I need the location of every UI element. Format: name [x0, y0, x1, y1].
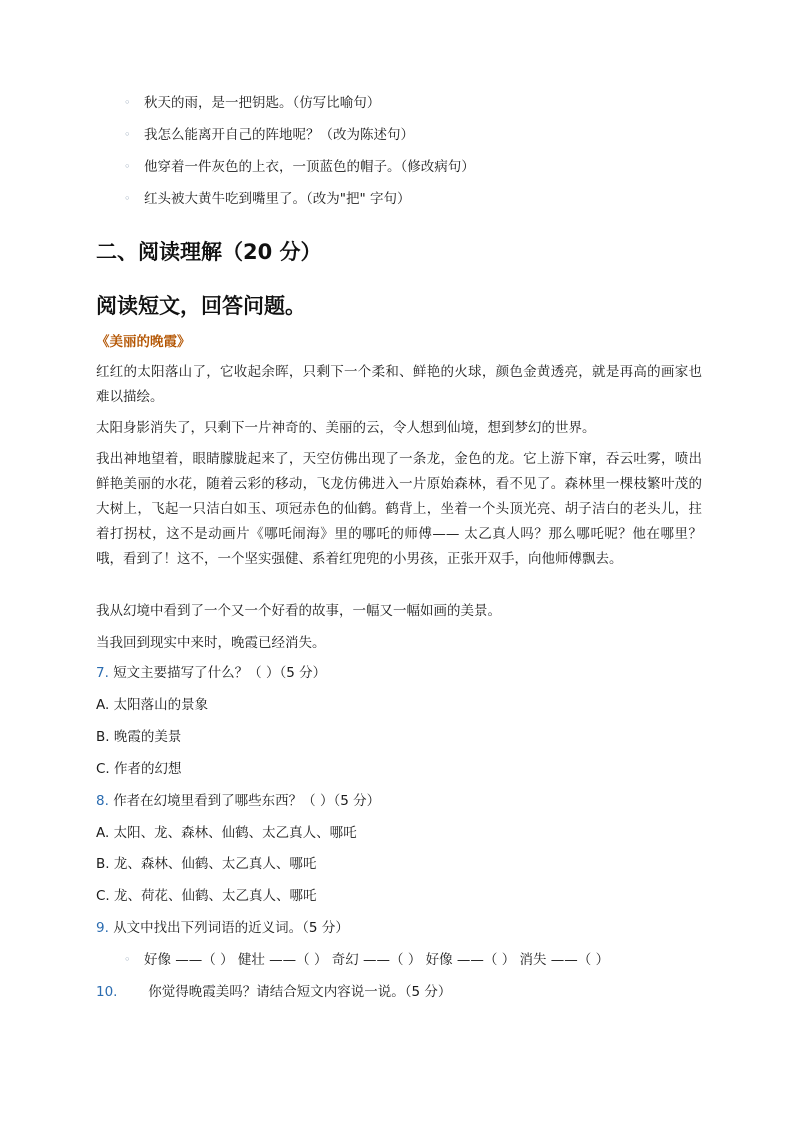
- paragraph: 当我回到现实中来时，晚霞已经消失。: [96, 635, 326, 651]
- option-b: B. 晚霞的美景: [96, 729, 182, 745]
- bullet-icon: ◦: [124, 128, 131, 141]
- question-9: [96, 917, 349, 939]
- bullet-icon: ◦: [124, 160, 131, 173]
- question-number: 8.: [96, 793, 109, 809]
- bullet-icon: ◦: [124, 96, 131, 109]
- bullet-icon: ◦: [124, 192, 131, 205]
- list-item: ◦ 红头被大黄牛吃到嘴里了。（改为"把" 字句）: [124, 188, 475, 220]
- story-title: 《美丽的晚霞》: [96, 334, 191, 350]
- option-a: A. 太阳落山的景象: [96, 697, 209, 713]
- paragraph: 我出神地望着，眼睛朦胧起来了，天空仿佛出现了一条龙，金色的龙。它上游下窜，吞云吐雾，喷出鲜艳美丽的水花，随着云彩的移动，飞龙仿佛进入一片原始森林，看不见了。森林里一棵枝繁叶茂的大树上，飞起一只洁白如玉、项冠赤色的仙鹤。鹤背上，坐着一个头顶光亮、胡子洁白的老头儿，拄着打拐杖，这不是动画片《哪吒闹海》里的哪吒的师傅—— 太乙真人吗？那么哪吒呢？他在哪里？哦，看到了！这不，一个坚实强健、系着红兜兜的小男孩，正张开双手，向他师傅飘去。: [96, 451, 702, 567]
- list-item: ◦ 秋天的雨，是一把钥匙。（仿写比喻句）: [124, 92, 475, 124]
- question-text: 你觉得晚霞美吗？请结合短文内容说一说。（5 分）: [148, 984, 452, 1000]
- paragraph: 太阳身影消失了，只剩下一片神奇的、美丽的云，令人想到仙境，想到梦幻的世界。: [96, 420, 596, 436]
- option-c: C. 龙、荷花、仙鹤、太乙真人、哪吒: [96, 888, 317, 904]
- question-text: 从文中找出下列词语的近义词。（5 分）: [113, 920, 349, 936]
- list-item: ◦ 我怎么能离开自己的阵地呢？（改为陈述句）: [124, 124, 475, 156]
- synonym-prompts: 好像 ——（ ） 健壮 ——（ ） 奇幻 ——（ ） 好像 ——（ ） 消失 ——（ ）: [144, 952, 610, 968]
- option-c: C. 作者的幻想: [96, 761, 182, 777]
- question-number: 10.: [96, 984, 118, 1000]
- exercise-list: [124, 92, 475, 220]
- option-b: B. 龙、森林、仙鹤、太乙真人、哪吒: [96, 856, 317, 872]
- paragraph: 红红的太阳落山了，它收起余晖，只剩下一个柔和、鲜艳的火球，颜色金黄透亮，就是再高的画家也难以描绘。: [96, 364, 702, 405]
- list-item: ◦ 他穿着一件灰色的上衣，一顶蓝色的帽子。（修改病句）: [124, 156, 475, 188]
- synonym-list-item: [124, 949, 609, 971]
- question-number: 9.: [96, 920, 109, 936]
- sub-heading: 阅读短文，回答问题。: [96, 294, 306, 318]
- question-8: [96, 790, 380, 812]
- question-text: 短文主要描写了什么？（ ）（5 分）: [113, 665, 327, 681]
- question-7: [96, 662, 326, 684]
- bullet-icon: ◦: [124, 953, 131, 966]
- paragraph: 我从幻境中看到了一个又一个好看的故事，一幅又一幅如画的美景。: [96, 603, 501, 619]
- option-a: A. 太阳、龙、森林、仙鹤、太乙真人、哪吒: [96, 825, 357, 841]
- question-10: [96, 981, 451, 1003]
- question-number: 7.: [96, 665, 109, 681]
- section-heading: 二、阅读理解（20 分）: [96, 240, 322, 264]
- question-text: 作者在幻境里看到了哪些东西？（ ）（5 分）: [113, 793, 381, 809]
